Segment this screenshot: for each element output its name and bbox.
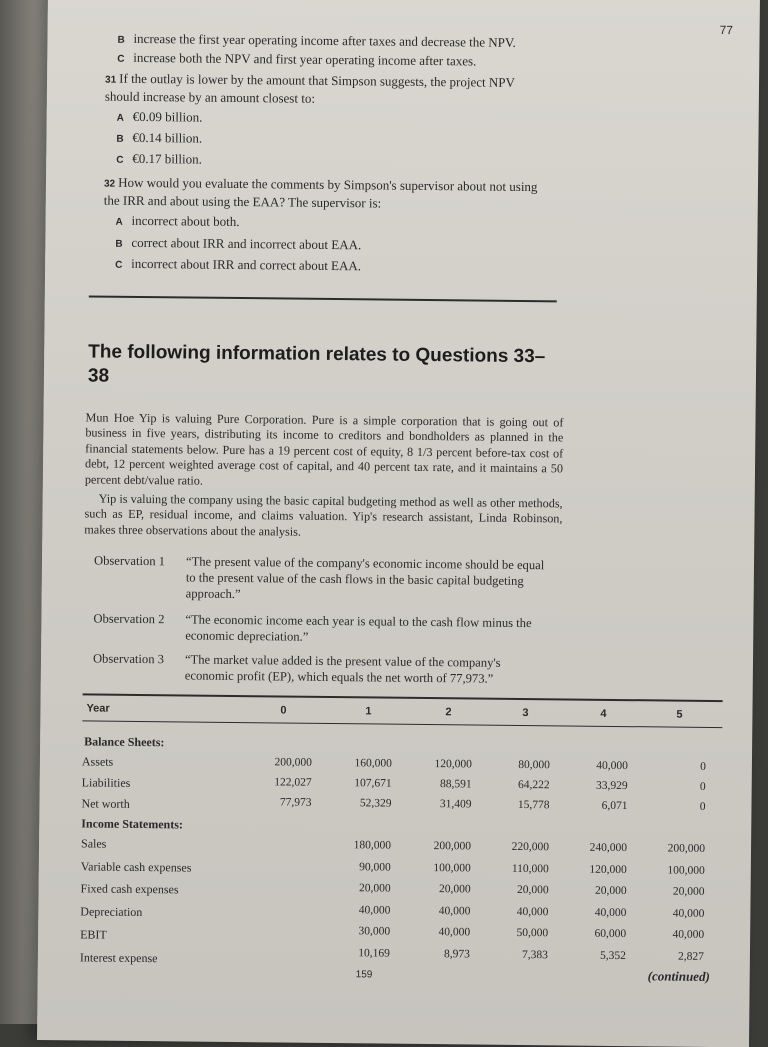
income-row-label: Sales xyxy=(80,836,107,851)
continued-label: (continued) xyxy=(647,968,710,984)
income-cell: 8,973 xyxy=(443,947,470,960)
page-number: 77 xyxy=(719,23,734,38)
income-cell: 90,000 xyxy=(359,860,391,874)
income-cell: 240,000 xyxy=(589,841,628,855)
income-statements-heading: Income Statements: xyxy=(81,816,183,832)
balance-cell: 77,973 xyxy=(279,796,312,809)
income-cell: 20,000 xyxy=(438,883,471,896)
balance-cell: 33,929 xyxy=(596,779,628,793)
income-cell: 20,000 xyxy=(358,882,391,895)
income-row-label: Depreciation xyxy=(80,904,143,920)
year-col-3: 3 xyxy=(522,707,529,720)
income-cell xyxy=(250,946,310,947)
year-col-5: 5 xyxy=(676,708,683,721)
income-cell: 40,000 xyxy=(438,904,471,917)
book-page xyxy=(37,0,760,1047)
balance-cell: 80,000 xyxy=(518,758,550,772)
balance-cell: 64,222 xyxy=(518,778,550,792)
table-top-rule xyxy=(83,693,723,702)
section-divider xyxy=(89,295,557,302)
income-cell xyxy=(250,903,310,904)
balance-cell: 15,778 xyxy=(517,798,550,812)
observation-1: Observation 1 “The present value of the company's economic income should be equal to the present value of the cash flows in the basic capital budgeting approach.” xyxy=(93,553,545,602)
year-header-label: Year xyxy=(86,702,110,715)
question-31: 31 If the outlay is lower by the amount that Simpson suggests, the project NPV should increase by an amount closest to: xyxy=(104,70,515,106)
year-col-2: 2 xyxy=(445,706,452,719)
income-cell: 180,000 xyxy=(353,839,392,852)
balance-cell: 0 xyxy=(700,760,706,773)
income-cell: 10,169 xyxy=(358,946,390,960)
income-cell xyxy=(250,924,310,925)
income-cell: 20,000 xyxy=(594,884,627,898)
income-cell: 110,000 xyxy=(511,862,549,875)
q31-option-c: C €0.17 billion. xyxy=(116,150,203,167)
balance-cell: 52,329 xyxy=(359,797,392,810)
income-row-label: Interest expense xyxy=(79,949,158,965)
income-cell xyxy=(251,881,311,882)
balance-row-label: Assets xyxy=(81,754,114,769)
income-row-label: Fixed cash expenses xyxy=(80,881,179,897)
q32-option-c: C incorrect about IRR and correct about EAA. xyxy=(115,255,362,274)
q32-option-a: A incorrect about both. xyxy=(115,212,240,230)
balance-sheets-heading: Balance Sheets: xyxy=(84,734,165,750)
income-cell: 50,000 xyxy=(516,926,549,940)
balance-cell: 0 xyxy=(699,780,706,793)
q30-option-c: C increase both the NPV and first year operating income after taxes. xyxy=(117,49,477,69)
balance-cell: 120,000 xyxy=(434,758,472,771)
income-cell: 20,000 xyxy=(672,885,705,898)
balance-cell: 6,071 xyxy=(601,799,628,813)
year-col-0: 0 xyxy=(280,704,287,717)
income-cell xyxy=(251,860,311,861)
research-paragraph: Yip is valuing the company using the basic capital budgeting method as well as other methods, such as EP, residual income, and claims valuation. Yip's research assistant, Linda Robinson, makes three observations about the analysis. xyxy=(84,491,563,539)
income-cell xyxy=(251,838,311,839)
income-cell: 2,827 xyxy=(677,950,704,963)
income-cell: 200,000 xyxy=(667,842,706,855)
balance-cell: 107,671 xyxy=(354,777,392,790)
balance-cell: 88,591 xyxy=(440,778,472,791)
balance-row-label: Net worth xyxy=(81,796,130,812)
year-col-1: 1 xyxy=(365,705,372,718)
income-cell: 40,000 xyxy=(516,905,549,918)
income-cell: 40,000 xyxy=(358,903,391,917)
income-cell: 5,352 xyxy=(599,949,626,962)
section-heading: The following information relates to Questions 33–38 xyxy=(87,341,546,387)
income-cell: 200,000 xyxy=(433,840,472,853)
income-cell: 100,000 xyxy=(433,861,471,874)
income-cell: 100,000 xyxy=(667,864,705,877)
income-row-label: EBIT xyxy=(80,927,107,942)
balance-cell: 40,000 xyxy=(596,759,628,773)
income-cell: 60,000 xyxy=(594,927,627,941)
income-cell: 40,000 xyxy=(594,906,627,919)
income-cell: 220,000 xyxy=(511,840,550,854)
income-row-label: Variable cash expenses xyxy=(80,859,192,875)
income-cell: 20,000 xyxy=(516,883,549,897)
table-header-rule xyxy=(82,720,722,728)
income-cell: 30,000 xyxy=(358,925,391,938)
balance-cell: 160,000 xyxy=(354,757,392,770)
intro-paragraph: Mun Hoe Yip is valuing Pure Corporation. Pure is a simple corporation that is going out of business in five years, distributing its income to creditors and bondholders as planned in the financial statements below. Pure has a 19 percent cost of equity, 8 1/3 percent before-tax cost of debt, 12 percent weighted average cost of capital, and 40 percent tax rate, and it maintains a 50 percent debt/value ratio. xyxy=(84,410,564,488)
income-cell: 7,383 xyxy=(521,948,548,961)
balance-row-label: Liabilities xyxy=(81,775,131,791)
q32-option-b: B correct about IRR and incorrect about EAA. xyxy=(115,234,362,253)
income-cell: 40,000 xyxy=(438,926,471,939)
income-cell: 40,000 xyxy=(672,928,705,941)
observation-3: Observation 3 “The market value added is the present value of the company's economic profit (EP), which equals the net worth of 77,973.” xyxy=(92,651,501,686)
balance-cell: 0 xyxy=(699,800,706,813)
q31-option-a: A €0.09 billion. xyxy=(116,108,203,125)
balance-cell: 200,000 xyxy=(274,756,312,769)
year-col-4: 4 xyxy=(600,707,607,720)
income-cell: 120,000 xyxy=(589,863,627,876)
observation-2: Observation 2 “The economic income each year is equal to the cash flow minus the economic depreciation.” xyxy=(93,611,532,644)
question-32: 32 How would you evaluate the comments by Simpson's supervisor about not using the IRR and about using the EAA? The supervisor is: xyxy=(103,174,538,211)
table-footer-value: 159 xyxy=(355,969,373,981)
balance-cell: 122,027 xyxy=(274,776,312,789)
q31-option-b: B €0.14 billion. xyxy=(116,129,203,146)
income-cell: 40,000 xyxy=(672,907,705,920)
q30-option-b: B increase the first year operating income after taxes and decrease the NPV. xyxy=(117,30,516,50)
balance-cell: 31,409 xyxy=(439,798,472,811)
